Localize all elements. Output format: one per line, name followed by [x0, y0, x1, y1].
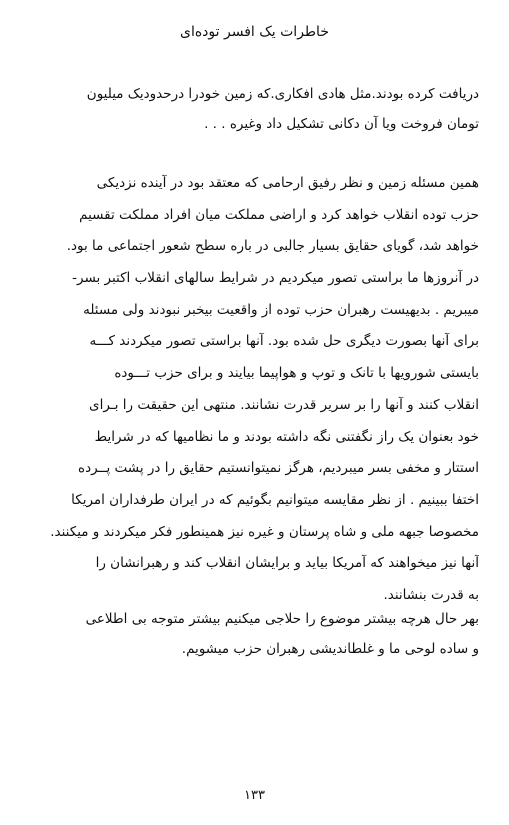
text-line: خود بعنوان یک راز نگفتنی نگه داشته بودند و ما نظامیها که در شرایط	[94, 428, 479, 445]
text-line: بهر حال هرچه بیشتر موضوع را حلاجی میکنیم بیشتر متوجه بی اطلاعی	[85, 611, 479, 627]
text-line: در آنروزها ما براستی تصور میکردیم در شرایط سالهای انقلاب اکتبر بسر-	[72, 270, 479, 287]
paragraph-2	[29, 168, 479, 612]
text-line: خواهد شد، گویای حقایق بسیار جالبی در باره سطح شعور اجتماعی ما بود.	[66, 238, 479, 255]
text-line: تومان فروخت ویا آن دکانی تشکیل داد وغیره . . .	[204, 116, 479, 132]
page-number: ۱۳۳	[244, 788, 265, 803]
text-line: انقلاب کنند و آنها را بر سریر قدرت نشانند. منتهی این حقیقت را بـرای	[89, 396, 479, 413]
text-line: بایستی شورویها با تانک و توپ و هواپیما بیایند و برای حزب تـــوده	[114, 365, 479, 382]
text-line: استتار و مخفی بسر میبردیم، هرگز نمیتوانستیم حقایق را در پشت پــرده	[78, 460, 479, 477]
text-line: به قدرت بنشانند.	[383, 586, 479, 603]
running-header-title: خاطرات یک افسر توده‌ای	[180, 24, 329, 40]
text-line: اختفا ببینیم . از نظر مقایسه میتوانیم بگوئیم که در ایران طرفداران امریکا	[71, 491, 479, 508]
text-line: مخصوصا جبهه ملی و شاه پرستان و غیره نیز همینطور فکر میکردند و میکنند.	[50, 523, 479, 540]
paragraph-3	[29, 604, 479, 664]
text-line: حزب توده انقلاب خواهد کرد و اراضی مملکت میان افراد مملکت تقسیم	[79, 206, 479, 223]
text-line: و ساده لوحی ما و غلطاندیشی رهبران حزب میشویم.	[181, 641, 479, 657]
text-line: برای آنها بصورت دیگری حل شده بود. آنها براستی تصور میکردند کـــه	[89, 333, 479, 350]
text-line: میبریم . بدیهیست رهبران حزب توده از واقعیت بیخبر نبودند ولی مسئله	[83, 301, 479, 318]
text-line: آنها نیز میخواهند که آمریکا بیاید و برایشان انقلاب کند و رهبرانشان را	[95, 555, 479, 572]
text-line: دریافت کرده بودند.مثل هادی افکاری.که زمین خودرا درحدودیک میلیون	[86, 86, 479, 102]
paragraph-1	[29, 79, 479, 139]
text-line: همین مسئله زمین و نظر رفیق ارحامی که معتقد بود در آینده نزدیکی	[96, 175, 479, 191]
